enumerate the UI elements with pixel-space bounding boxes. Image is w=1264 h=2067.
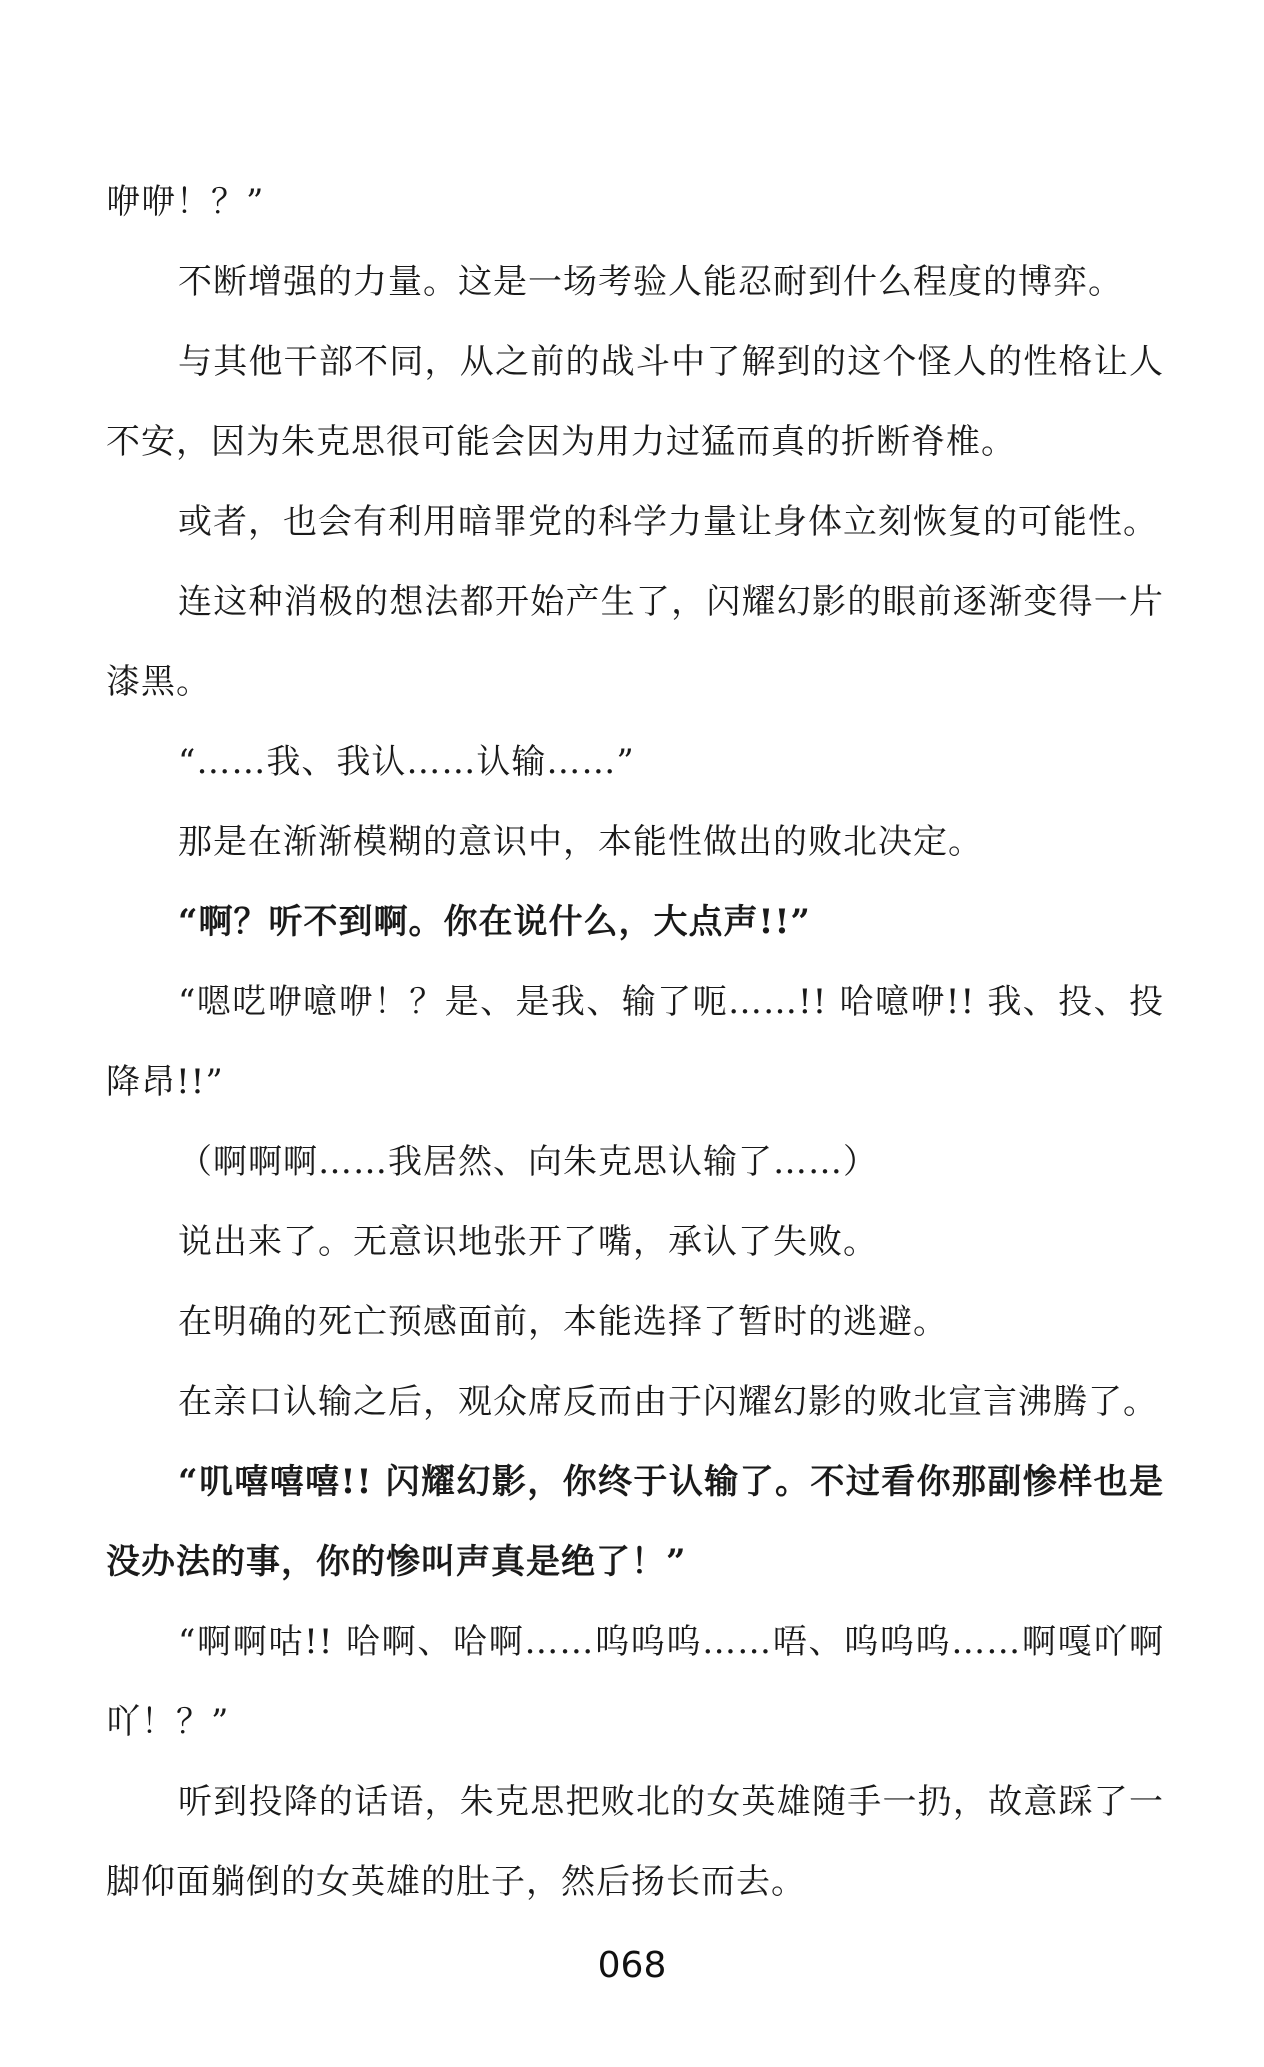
paragraph: 不断增强的力量。这是一场考验人能忍耐到什么程度的博弈。 [178,262,1123,302]
paragraph: 或者，也会有利用暗罪党的科学力量让身体立刻恢复的可能性。 [178,502,1158,542]
paragraph: 在亲口认输之后，观众席反而由于闪耀幻影的败北宣言沸腾了。 [178,1382,1158,1422]
paragraph: 说出来了。无意识地张开了嘴，承认了失败。 [178,1222,878,1262]
paragraph: 听到投降的话语，朱克思把败北的女英雄随手一扔，故意踩了一脚仰面躺倒的女英雄的肚子，然后扬长而去。 [106,1782,1164,1902]
paragraph: 在明确的死亡预感面前，本能选择了暂时的逃避。 [178,1302,948,1342]
paragraph: “啊？听不到啊。你在说什么，大点声!!” [178,902,811,942]
paragraph: 那是在渐渐模糊的意识中，本能性做出的败北决定。 [178,822,983,862]
paragraph: 连这种消极的想法都开始产生了，闪耀幻影的眼前逐渐变得一片漆黑。 [106,582,1164,702]
paragraph: 与其他干部不同，从之前的战斗中了解到的这个怪人的性格让人不安，因为朱克思很可能会因为用力过猛而真的折断脊椎。 [106,342,1164,462]
paragraph: “……我、我认……认输……” [178,742,635,782]
paragraph: “啊啊咕!! 哈啊、哈啊……呜呜呜……唔、呜呜呜……啊嘎吖啊吖！？” [106,1622,1164,1742]
paragraph: 咿咿！？” [106,182,265,222]
paragraph: “嗯呓咿噫咿！？是、是我、输了呃……!! 哈噫咿!! 我、投、投降昂!!” [106,982,1164,1102]
paragraph: （啊啊啊……我居然、向朱克思认输了……） [178,1142,878,1182]
text-body [106,162,1164,1922]
paragraph: “叽嘻嘻嘻!! 闪耀幻影，你终于认输了。不过看你那副惨样也是没办法的事，你的惨叫声真是绝了！” [106,1462,1164,1582]
page-number: 068 [597,1945,667,1986]
